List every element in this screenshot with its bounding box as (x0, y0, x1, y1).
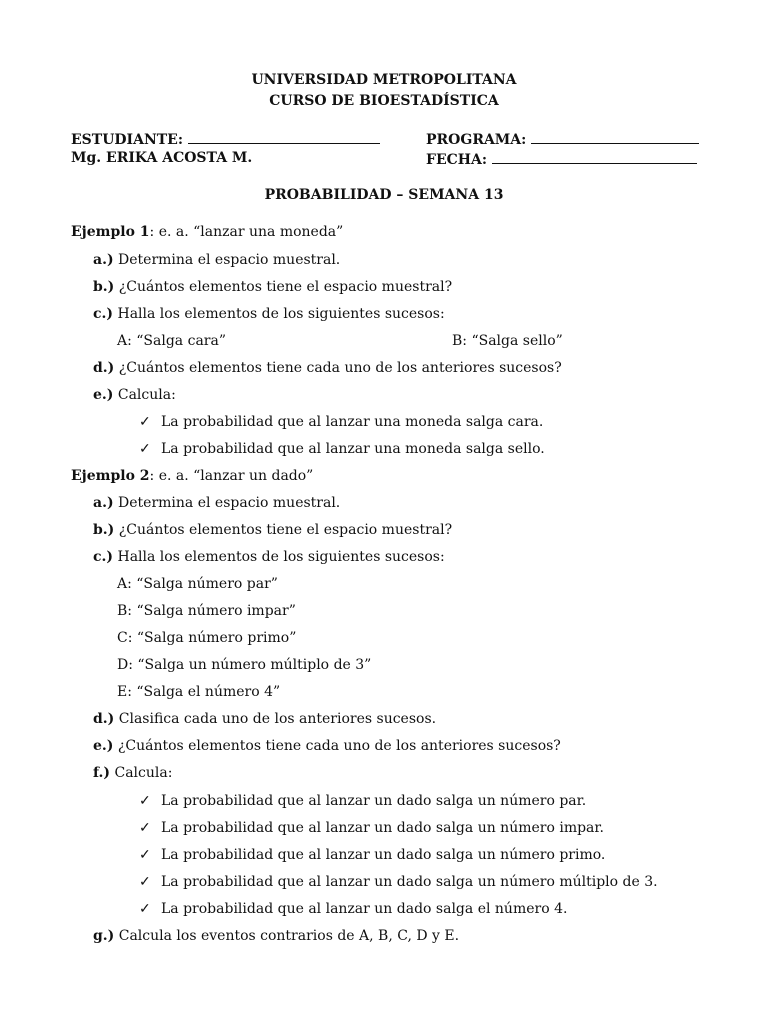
ejemplo1-heading (71, 224, 343, 240)
ejemplo2-check-4 (139, 874, 658, 890)
ejemplo2-item-a (93, 495, 340, 511)
ejemplo1-item-b (93, 279, 452, 295)
item-key: d.) (93, 711, 115, 727)
checkmark-icon: ✓ (139, 847, 151, 863)
item-key: b.) (93, 279, 115, 295)
check-text: La probabilidad que al lanzar un dado salga un número múltiplo de 3. (161, 874, 658, 890)
ejemplo2-check-3 (139, 847, 605, 863)
ejemplo2-item-c (93, 549, 445, 565)
ejemplo1-desc: : e. a. “lanzar una moneda” (149, 224, 344, 240)
item-key: a.) (93, 252, 114, 268)
ejemplo2-item-b (93, 522, 452, 538)
ejemplo2-check-1 (139, 793, 586, 809)
checkmark-icon: ✓ (139, 414, 151, 430)
item-text: ¿Cuántos elementos tiene cada uno de los anteriores sucesos? (117, 738, 561, 754)
item-text: Determina el espacio muestral. (118, 252, 341, 268)
ejemplo2-suceso-d: D: “Salga un número múltiplo de 3” (117, 657, 372, 673)
item-text: Halla los elementos de los siguientes sucesos: (117, 549, 445, 565)
teacher-name: Mg. ERIKA ACOSTA M. (71, 150, 253, 166)
program-label: PROGRAMA: (426, 132, 527, 148)
date-label: FECHA: (426, 152, 488, 168)
item-key: d.) (93, 360, 115, 376)
item-key: f.) (93, 765, 111, 781)
item-text: ¿Cuántos elementos tiene el espacio muestral? (118, 522, 453, 538)
item-text: Calcula: (117, 387, 176, 403)
date-field (426, 150, 697, 168)
checkmark-icon: ✓ (139, 793, 151, 809)
date-blank-line (492, 150, 697, 164)
item-text: ¿Cuántos elementos tiene el espacio muestral? (118, 279, 453, 295)
student-blank-line (188, 130, 380, 144)
ejemplo2-heading (71, 468, 313, 484)
item-text: ¿Cuántos elementos tiene cada uno de los anteriores sucesos? (118, 360, 562, 376)
ejemplo2-check-5 (139, 901, 567, 917)
ejemplo2-label: Ejemplo 2 (71, 468, 150, 484)
item-text: Clasifica cada uno de los anteriores sucesos. (118, 711, 437, 727)
ejemplo2-item-g (93, 928, 459, 944)
student-label: ESTUDIANTE: (71, 132, 184, 148)
course-title: CURSO DE BIOESTADÍSTICA (269, 93, 499, 109)
item-text: Calcula: (114, 765, 173, 781)
item-key: a.) (93, 495, 114, 511)
ejemplo2-suceso-c: C: “Salga número primo” (117, 630, 297, 646)
ejemplo1-check-2 (139, 441, 545, 457)
ejemplo1-item-c (93, 306, 445, 322)
ejemplo2-item-f (93, 765, 172, 781)
ejemplo2-suceso-b: B: “Salga número impar” (117, 603, 296, 619)
ejemplo2-check-2 (139, 820, 604, 836)
item-key: g.) (93, 928, 115, 944)
item-key: e.) (93, 738, 114, 754)
ejemplo1-item-d (93, 360, 562, 376)
checkmark-icon: ✓ (139, 874, 151, 890)
item-text: Determina el espacio muestral. (118, 495, 341, 511)
program-field (426, 130, 699, 148)
ejemplo1-suceso-a: A: “Salga cara” (117, 333, 226, 349)
university-title: UNIVERSIDAD METROPOLITANA (251, 72, 517, 88)
item-key: c.) (93, 549, 114, 565)
worksheet-title: PROBABILIDAD – SEMANA 13 (264, 187, 504, 203)
program-blank-line (531, 130, 699, 144)
check-text: La probabilidad que al lanzar un dado salga un número primo. (161, 847, 606, 863)
check-text: La probabilidad que al lanzar un dado salga el número 4. (161, 901, 568, 917)
checkmark-icon: ✓ (139, 441, 151, 457)
ejemplo1-item-a (93, 252, 340, 268)
check-text: La probabilidad que al lanzar un dado salga un número impar. (161, 820, 605, 836)
ejemplo2-suceso-a: A: “Salga número par” (117, 576, 278, 592)
ejemplo1-check-1 (139, 414, 543, 430)
ejemplo2-suceso-e: E: “Salga el número 4” (117, 684, 281, 700)
item-text: Calcula los eventos contrarios de A, B, C, D y E. (118, 928, 460, 944)
item-key: b.) (93, 522, 115, 538)
item-key: c.) (93, 306, 114, 322)
item-key: e.) (93, 387, 114, 403)
check-text: La probabilidad que al lanzar una moneda salga sello. (161, 441, 545, 457)
ejemplo2-item-d (93, 711, 436, 727)
check-text: La probabilidad que al lanzar un dado salga un número par. (161, 793, 587, 809)
ejemplo2-item-e (93, 738, 561, 754)
student-field (71, 130, 380, 148)
ejemplo1-item-e (93, 387, 176, 403)
checkmark-icon: ✓ (139, 901, 151, 917)
item-text: Halla los elementos de los siguientes sucesos: (117, 306, 445, 322)
ejemplo1-suceso-b: B: “Salga sello” (452, 333, 563, 349)
ejemplo1-label: Ejemplo 1 (71, 224, 150, 240)
checkmark-icon: ✓ (139, 820, 151, 836)
check-text: La probabilidad que al lanzar una moneda salga cara. (161, 414, 544, 430)
ejemplo2-desc: : e. a. “lanzar un dado” (149, 468, 314, 484)
